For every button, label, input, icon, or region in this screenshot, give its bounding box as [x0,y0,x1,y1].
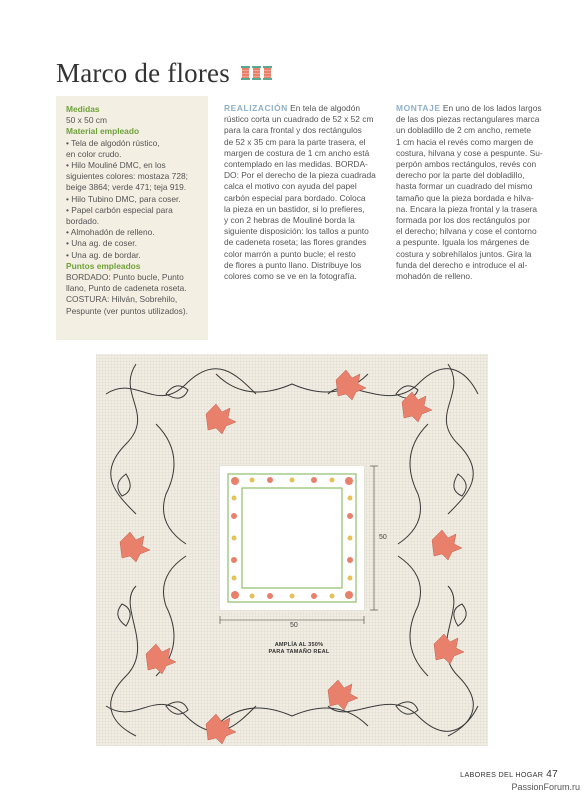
materials-box [56,96,208,340]
finished-cushion-preview [220,466,364,610]
text-line: funda del derecho e introduce el al- [396,259,528,270]
montaje-column [396,103,556,282]
text-line: siguiente disposición: los tallos a punto [224,226,369,237]
text-line: un dobladillo de 2 cm ancho, remete [396,125,532,136]
puntos-line: BORDADO: Punto bucle, Punto [66,272,184,283]
material-line: • Papel carbón especial para [66,204,173,215]
puntos-heading: Puntos empleados [66,260,141,271]
text-line: de 52 x 35 cm para la parte trasera, el [224,136,366,147]
page-number: 47 [546,769,558,780]
text-line: costura y sobrehílalos juntos. Gira la [396,248,532,259]
text-line: de las dos piezas rectangulares marca [396,114,540,125]
puntos-line: Pespunte (ver puntos utilizados). [66,305,188,316]
spool-icon [241,66,250,80]
embroidery-pattern [96,354,488,746]
text-line: margen de costura de 1 cm ancho está [224,147,370,158]
text-line: En tela de algodón [287,103,361,113]
text-line: contemplado en las medidas. BORDA- [224,159,368,170]
text-line: el derecho; hilvana y cose el contorno [396,226,537,237]
text-line: calca el motivo con ayuda del papel [224,181,357,192]
text-line: perpón ambos rectángulos, revés con [396,159,537,170]
enlarge-note [244,642,354,656]
text-line: para la cara frontal y dos rectángulos [224,125,362,136]
enlarge-note-line: AMPLÍA AL 350% [274,642,324,648]
material-line: beige 3864; verde 471; teja 919. [66,182,187,193]
medidas-heading: Medidas [66,104,100,114]
magazine-name: LABORES DEL HOGAR [460,770,544,779]
text-line: de flores a punto llano. Distribuye los [224,259,362,270]
material-line: • Hilo Tubino DMC, para coser. [66,193,181,204]
page-title: Marco de flores [56,58,230,88]
mini-floral-border [220,466,364,610]
material-line: en color crudo. [66,148,122,159]
material-line: • Tela de algodón rústico, [66,137,160,148]
page-footer [460,769,558,780]
spool-icons [241,66,272,80]
realizacion-heading: REALIZACIÓN [224,103,288,113]
watermark: PassionForum.ru [511,782,580,792]
material-line: • Almohadón de relleno. [66,227,155,238]
text-line: a pespunte. Iguala los márgenes de [396,237,530,248]
material-line: • Una ag. de bordar. [66,249,141,260]
text-line: de cadeneta roseta; las flores grandes [224,237,367,248]
material-line: siguientes colores: mostaza 728; [66,171,188,182]
material-heading: Material empleado [66,126,140,137]
dimension-vertical: 50 [379,534,387,541]
text-line: carbón especial para bordado. Coloca [224,192,366,203]
spool-icon [252,66,261,80]
spool-icon [263,66,272,80]
enlarge-note-line: PARA TAMAÑO REAL [268,649,330,655]
text-line: na. Encara la pieza frontal y la trasera [396,203,538,214]
realizacion-column [224,103,382,282]
text-line: DO: Por el derecho de la pieza cuadrada [224,170,376,181]
text-line: hasta formar un cuadrado del mismo [396,181,533,192]
montaje-heading: MONTAJE [396,103,441,113]
text-line: derecho por la parte del dobladillo, [396,170,525,181]
text-line: tamaño que la pieza bordada e hilva- [396,192,534,203]
text-line: En uno de los lados largos [440,103,542,113]
material-line: • Hilo Mouliné DMC, en los [66,160,166,171]
dimension-horizontal: 50 [290,622,298,629]
text-line: mohadón de relleno. [396,271,473,282]
text-line: 1 cm hacia el revés como margen de [396,136,534,147]
text-line: colores como se ve en la fotografía. [224,271,357,282]
puntos-line: COSTURA: Hilván, Sobrehilo, [66,294,178,305]
text-line: y con 2 hebras de Mouliné borda la [224,215,355,226]
puntos-line: llano, Punto de cadeneta roseta. [66,283,187,294]
text-line: la pieza en un bastidor, si lo prefieres, [224,203,365,214]
medidas-value: 50 x 50 cm [66,115,107,126]
text-line: formada por los dos rectángulos por [396,215,531,226]
text-line: costura, hilvana y cose a pespunte. Su- [396,147,543,158]
material-line: • Una ag. de coser. [66,238,137,249]
text-line: color marrón a punto bucle; el resto [224,248,356,259]
text-line: rústico corta un cuadrado de 52 x 52 cm [224,114,374,125]
material-line: bordado. [66,216,100,227]
